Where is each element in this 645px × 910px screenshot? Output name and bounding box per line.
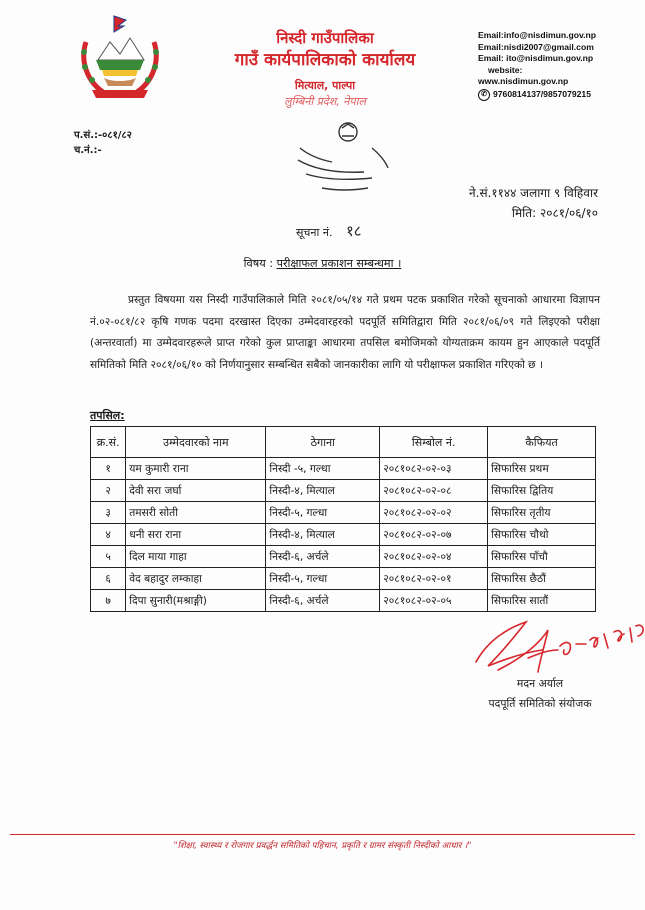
nepal-sambat-date: ने.सं.११४४ जलागा ९ विहिवार xyxy=(468,186,598,200)
address-cell: निस्दी-६, अर्चले xyxy=(266,546,380,568)
signature-icon xyxy=(468,600,645,680)
office-province: लुम्बिनी प्रदेश, नेपाल xyxy=(284,95,366,108)
issue-date: मिति: २०८१/०६/१० xyxy=(511,206,598,220)
serial-cell: ७ xyxy=(91,590,126,612)
results-table xyxy=(90,426,596,612)
address-cell: निस्दी-४, मित्याल xyxy=(266,524,380,546)
table-row xyxy=(91,524,596,546)
contact-phone-row xyxy=(478,89,643,101)
symbol-number-cell: २०८१०८२-०२-०४ xyxy=(380,546,488,568)
serial-cell: ३ xyxy=(91,502,126,524)
symbol-number-cell: २०८१०८२-०२-०५ xyxy=(380,590,488,612)
candidate-name-cell: वेद बहादुर लम्काहा xyxy=(126,568,266,590)
remarks-cell: सिफारिस छैठौं xyxy=(488,568,596,590)
contact-phone: 9760814137/9857079215 xyxy=(493,89,591,100)
address-cell: निस्दी-६, अर्चले xyxy=(266,590,380,612)
contact-block xyxy=(478,30,643,101)
column-header: सिम्बोल नं. xyxy=(380,427,488,458)
nepal-government-emblem-icon xyxy=(74,12,166,102)
symbol-number-cell: २०८१०८२-०२-०१ xyxy=(380,568,488,590)
serial-cell: २ xyxy=(91,480,126,502)
symbol-number-cell: २०८१०८२-०२-०२ xyxy=(380,502,488,524)
office-name-block xyxy=(200,28,450,109)
table-row xyxy=(91,546,596,568)
table-header-row xyxy=(91,427,596,458)
address-cell: निस्दी-५, गल्धा xyxy=(266,502,380,524)
subject-line xyxy=(0,256,645,271)
symbol-number-cell: २०८१०८२-०२-०७ xyxy=(380,524,488,546)
contact-email-2: Email:nisdi2007@gmail.com xyxy=(478,41,594,52)
candidate-name-cell: दिल माया गाहा xyxy=(126,546,266,568)
date-block xyxy=(448,183,598,223)
notice-number-label: सूचना नं. xyxy=(296,226,333,239)
table-row xyxy=(91,502,596,524)
candidate-name-cell: तमसरी सोती xyxy=(126,502,266,524)
chalani-number: च.नं.:- xyxy=(74,145,102,156)
subject-text: परीक्षाफल प्रकाशन सम्बन्धमा । xyxy=(276,257,402,270)
remarks-cell: सिफारिस प्रथम xyxy=(488,458,596,480)
remarks-cell: सिफारिस द्वितिय xyxy=(488,480,596,502)
address-cell: निस्दी -५, गल्धा xyxy=(266,458,380,480)
table-row xyxy=(91,480,596,502)
signer-title: पदपूर्ति समितिको संयोजक xyxy=(488,697,592,710)
signer-name: मदन अर्याल xyxy=(516,677,564,690)
column-header: क्र.सं. xyxy=(91,427,126,458)
serial-cell: ४ xyxy=(91,524,126,546)
serial-cell: ६ xyxy=(91,568,126,590)
candidate-name-cell: दिपा सुनारी(मश्राङ्गी) xyxy=(126,590,266,612)
table-row xyxy=(91,458,596,480)
remarks-cell: सिफारिस तृतीय xyxy=(488,502,596,524)
subject-label: विषय : xyxy=(243,257,274,270)
footer-slogan: "शिक्षा, स्वास्थ्य र रोजगार प्रवर्द्धन समितिको पहिचान, प्रकृति र ग्रामर संस्कृती निस्दीको आधार ।" xyxy=(173,841,472,851)
office-location: मित्याल, पाल्पा xyxy=(294,79,356,92)
notice-number-row xyxy=(296,221,362,241)
candidate-name-cell: धनी सरा राना xyxy=(126,524,266,546)
body-paragraph: प्रस्तुत विषयमा यस निस्दी गाउँपालिकाले मिति २०८१/०५/१४ गते प्रथम पटक प्रकाशित गरेको सूचनाको आधारमा विज्ञापन नं.०२-०८१/८२ कृषि गणक पदमा दरखास्त दिएका उम्मेदवारहरको पदपूर्ति समितिद्वारा मिति २०८१/०६/०९ गते लिइएको परीक्षा (अन्तरवार्ता) मा उम्मेदवारहरूले प्राप्त गरेको कुल प्राप्ताङ्का आधारमा तपसिल बमोजिमको योग्यताक्रम कायम हुन आएकाले पदपूर्ति समितिको मिति २०८१/०६/१० को निर्णयानुसार सम्बन्धित सबैको जानकारीका लागि यो परीक्षाफल प्रकाशित गरिएको छ । xyxy=(90,294,600,371)
remarks-cell: सिफारिस सातौं xyxy=(488,590,596,612)
address-cell: निस्दी-५, गल्धा xyxy=(266,568,380,590)
municipality-name: निस्दी गाउँपालिका xyxy=(276,29,374,47)
column-header: कैफियत xyxy=(488,427,596,458)
signer-block xyxy=(480,674,600,714)
notice-number: १८ xyxy=(345,222,362,240)
symbol-number-cell: २०८१०८२-०२-०८ xyxy=(380,480,488,502)
office-title: गाउँ कार्यपालिकाको कार्यालय xyxy=(234,50,416,70)
contact-email-1: Email:info@nisdimun.gov.np xyxy=(478,30,597,40)
footer-divider xyxy=(10,834,635,835)
remarks-cell: सिफारिस चौथो xyxy=(488,524,596,546)
candidate-name-cell: देवी सरा जर्घा xyxy=(126,480,266,502)
table-row xyxy=(91,568,596,590)
column-header: उम्मेदवारको नाम xyxy=(126,427,266,458)
serial-cell: १ xyxy=(91,458,126,480)
remarks-cell: सिफारिस पाँचौ xyxy=(488,546,596,568)
symbol-number-cell: २०८१०८२-०२-०३ xyxy=(380,458,488,480)
contact-website-label: website: xyxy=(488,64,523,75)
table-title: तपसिल: xyxy=(90,409,125,422)
office-stamp-icon xyxy=(292,118,396,196)
reference-block xyxy=(74,128,132,158)
address-cell: निस्दी-४, मित्याल xyxy=(266,480,380,502)
contact-website: www.nisdimun.gov.np xyxy=(478,76,569,87)
serial-cell: ५ xyxy=(91,546,126,568)
column-header: ठेगाना xyxy=(266,427,380,458)
candidate-name-cell: यम कुमारी राना xyxy=(126,458,266,480)
patra-sankhya: प.सं.:-०८१/८२ xyxy=(74,130,132,141)
contact-email-3: Email: ito@nisdimun.gov.np xyxy=(478,53,594,64)
phone-icon: ✆ xyxy=(478,89,490,101)
